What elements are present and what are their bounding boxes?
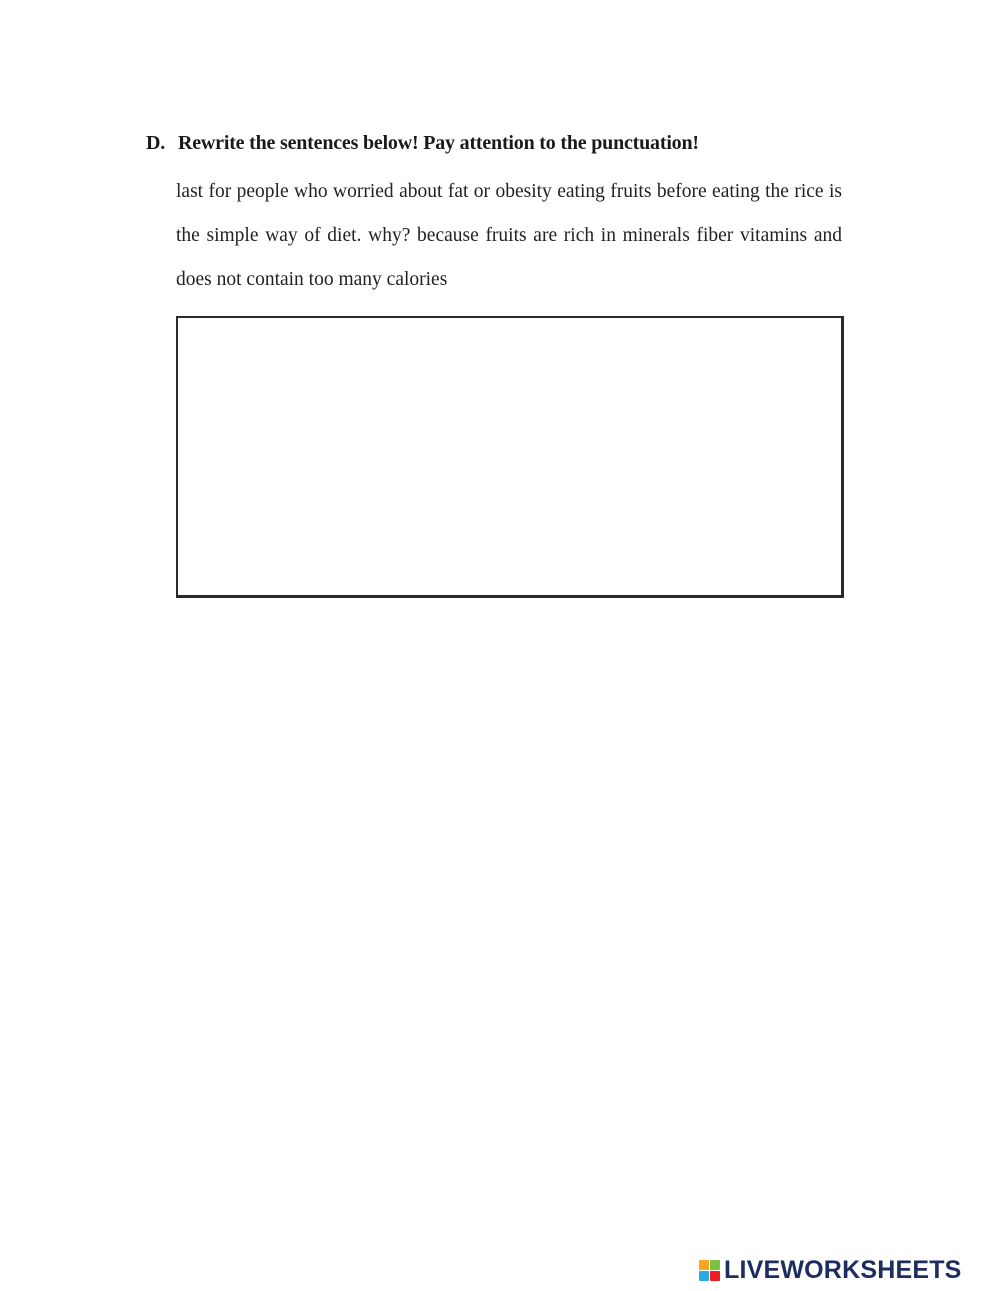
exercise-passage xyxy=(176,170,842,302)
logo-square xyxy=(710,1260,720,1270)
answer-input[interactable] xyxy=(178,318,841,595)
logo-square xyxy=(699,1260,709,1270)
answer-box[interactable] xyxy=(176,316,844,598)
passage-line: last for people who worried about fat or obesity eating fruits before eating the rice is xyxy=(176,181,842,202)
exercise-section xyxy=(146,128,846,158)
logo-square xyxy=(710,1271,720,1281)
brand-name: LIVEWORKSHEETS xyxy=(724,1255,962,1284)
passage-line: does not contain too many calories xyxy=(176,269,448,290)
exercise-heading xyxy=(146,128,846,158)
liveworksheets-brand xyxy=(699,1256,962,1284)
exercise-instruction: Rewrite the sentences below! Pay attention to the punctuation! xyxy=(178,132,699,154)
passage-line: the simple way of diet. why? because fruits are rich in minerals fiber vitamins and xyxy=(176,225,842,246)
logo-square xyxy=(699,1271,709,1281)
exercise-letter: D. xyxy=(146,132,166,154)
liveworksheets-logo-icon xyxy=(699,1260,720,1281)
